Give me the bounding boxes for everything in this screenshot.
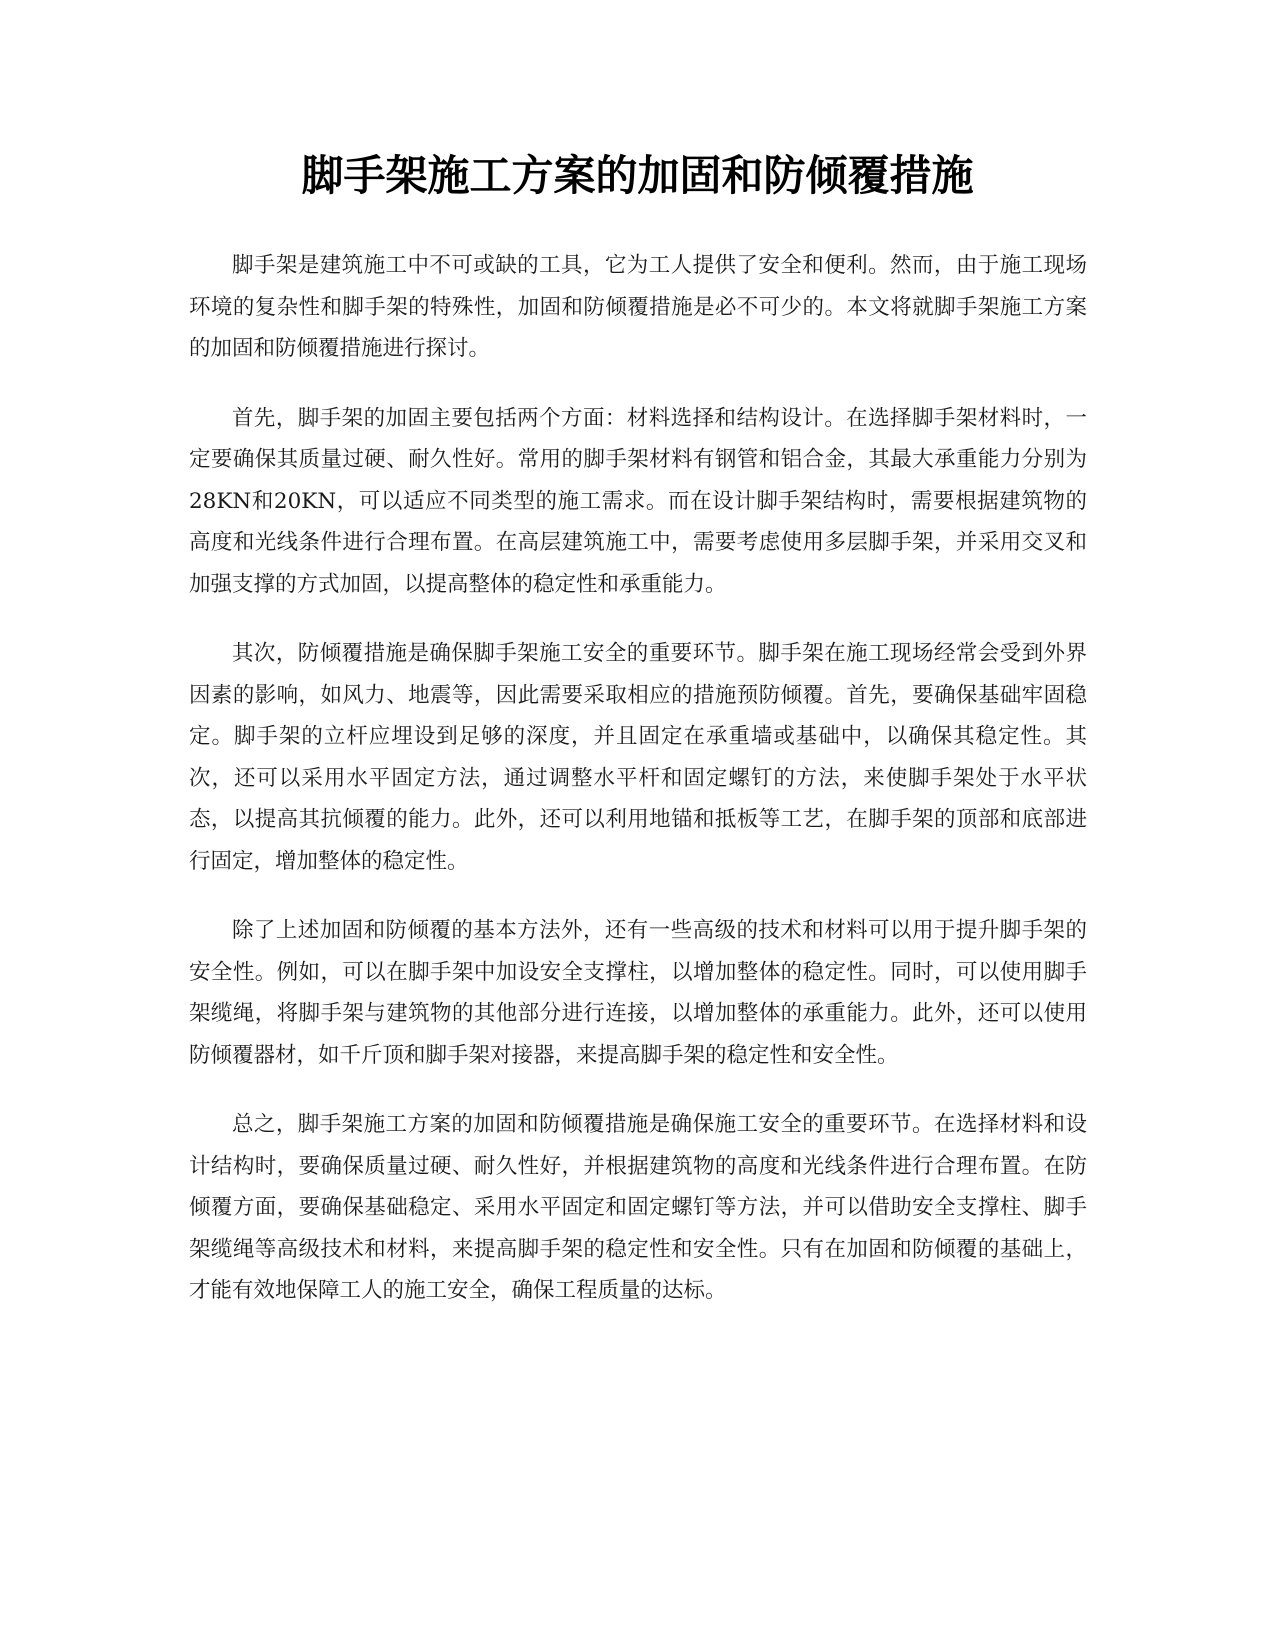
- paragraph-intro: 脚手架是建筑施工中不可或缺的工具，它为工人提供了安全和便利。然而，由于施工现场环境的复杂性和脚手架的特殊性，加固和防倾覆措施是必不可少的。本文将就脚手架施工方案的加固和防倾覆措施进行探讨。: [189, 253, 1087, 361]
- paragraph-advanced-methods: 除了上述加固和防倾覆的基本方法外，还有一些高级的技术和材料可以用于提升脚手架的安全性。例如，可以在脚手架中加设安全支撑柱，以增加整体的稳定性。同时，可以使用脚手架缆绳，将脚手架与建筑物的其他部分进行连接，以增加整体的承重能力。此外，还可以使用防倾覆器材，如千斤顶和脚手架对接器，来提高脚手架的稳定性和安全性。: [189, 918, 1087, 1068]
- paragraph-anti-overturning: 其次，防倾覆措施是确保脚手架施工安全的重要环节。脚手架在施工现场经常会受到外界因素的影响，如风力、地震等，因此需要采取相应的措施预防倾覆。首先，要确保基础牢固稳定。脚手架的立杆应埋设到足够的深度，并且固定在承重墙或基础中，以确保其稳定性。其次，还可以采用水平固定方法，通过调整水平杆和固定螺钉的方法，来使脚手架处于水平状态，以提高其抗倾覆的能力。此外，还可以利用地锚和抵板等工艺，在脚手架的顶部和底部进行固定，增加整体的稳定性。: [189, 641, 1087, 874]
- paragraph-conclusion: 总之，脚手架施工方案的加固和防倾覆措施是确保施工安全的重要环节。在选择材料和设计结构时，要确保质量过硬、耐久性好，并根据建筑物的高度和光线条件进行合理布置。在防倾覆方面，要确保基础稳定、采用水平固定和固定螺钉等方法，并可以借助安全支撑柱、脚手架缆绳等高级技术和材料，来提高脚手架的稳定性和安全性。只有在加固和防倾覆的基础上，才能有效地保障工人的施工安全，确保工程质量的达标。: [189, 1112, 1087, 1303]
- page-title: 脚手架施工方案的加固和防倾覆措施: [301, 151, 974, 200]
- document-body: [189, 245, 1087, 1340]
- paragraph-reinforcement: 首先，脚手架的加固主要包括两个方面：材料选择和结构设计。在选择脚手架材料时，一定要确保其质量过硬、耐久性好。常用的脚手架材料有钢管和铝合金，其最大承重能力分别为28KN和20KN，可以适应不同类型的施工需求。而在设计脚手架结构时，需要根据建筑物的高度和光线条件进行合理布置。在高层建筑施工中，需要考虑使用多层脚手架，并采用交叉和加强支撑的方式加固，以提高整体的稳定性和承重能力。: [189, 405, 1087, 597]
